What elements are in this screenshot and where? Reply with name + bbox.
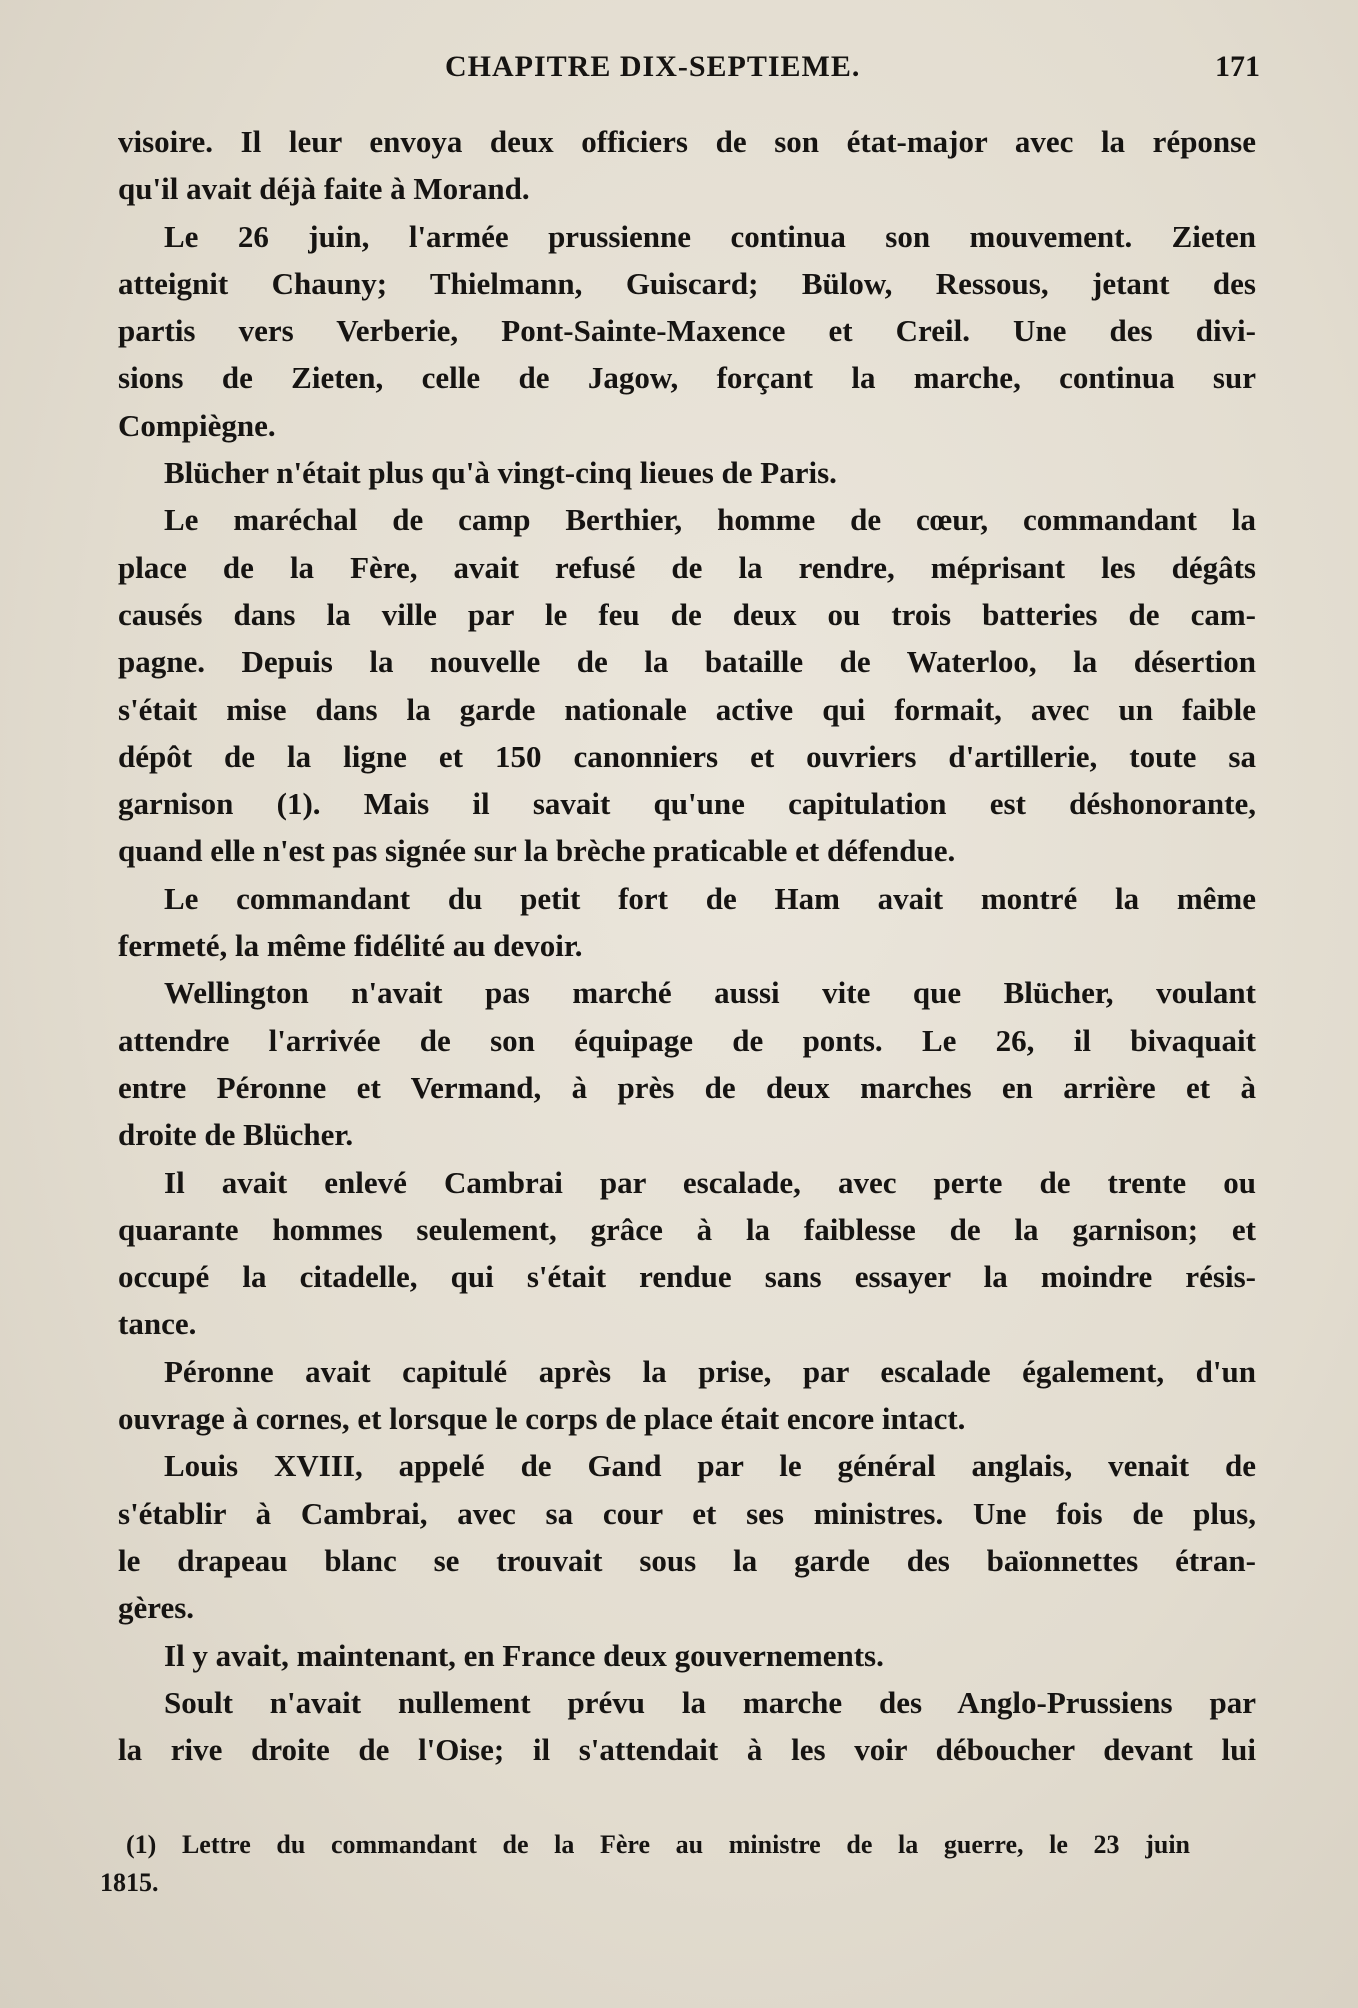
- text-line: Compiègne.: [118, 407, 276, 443]
- text-line: qu'il avait déjà faite à Morand.: [118, 171, 530, 207]
- text-line: place de la Fère, avait refusé de la rendre, méprisant les dégâts: [118, 549, 1256, 585]
- text-line: occupé la citadelle, qui s'était rendue sans essayer la moindre résis-: [118, 1259, 1256, 1295]
- text-line: Blücher n'était plus qu'à vingt-cinq lieues de Paris.: [164, 455, 837, 491]
- text-line: Le commandant du petit fort de Ham avait montré la même: [164, 880, 1256, 916]
- text-line: partis vers Verberie, Pont-Sainte-Maxence et Creil. Une des divi-: [118, 313, 1256, 349]
- text-line: Le maréchal de camp Berthier, homme de cœur, commandant la: [164, 502, 1256, 538]
- footnote-line: (1) Lettre du commandant de la Fère au ministre de la guerre, le 23 juin: [126, 1830, 1190, 1859]
- text-line: pagne. Depuis la nouvelle de la bataille de Waterloo, la désertion: [118, 644, 1256, 680]
- text-line: Soult n'avait nullement prévu la marche des Anglo-Prussiens par: [164, 1684, 1256, 1720]
- text-line: sions de Zieten, celle de Jagow, forçant la marche, continua sur: [118, 360, 1256, 396]
- text-line: gères.: [118, 1590, 195, 1626]
- page-number: 171: [1215, 50, 1260, 83]
- text-line: Il avait enlevé Cambrai par escalade, avec perte de trente ou: [164, 1164, 1256, 1200]
- text-line: s'était mise dans la garde nationale active qui formait, avec un faible: [118, 691, 1256, 727]
- text-line: ouvrage à cornes, et lorsque le corps de place était encore intact.: [118, 1401, 966, 1437]
- text-line: Le 26 juin, l'armée prussienne continua son mouvement. Zieten: [164, 218, 1256, 254]
- text-line: Péronne avait capitulé après la prise, par escalade également, d'un: [164, 1353, 1256, 1389]
- text-line: visoire. Il leur envoya deux officiers de son état-major avec la réponse: [118, 124, 1256, 159]
- text-line: entre Péronne et Vermand, à près de deux marches en arrière et à: [118, 1069, 1256, 1105]
- text-line: le drapeau blanc se trouvait sous la garde des baïonnettes étran-: [118, 1542, 1256, 1578]
- text-line: causés dans la ville par le feu de deux ou trois batteries de cam-: [118, 596, 1256, 632]
- body-text: [118, 118, 1256, 1773]
- chapter-title: CHAPITRE DIX-SEPTIEME.: [445, 50, 861, 83]
- text-line: tance.: [118, 1306, 197, 1342]
- text-line: s'établir à Cambrai, avec sa cour et ses ministres. Une fois de plus,: [118, 1495, 1256, 1531]
- text-line: droite de Blücher.: [118, 1117, 354, 1153]
- footnote-line: 1815.: [100, 1868, 159, 1897]
- text-line: la rive droite de l'Oise; il s'attendait à les voir déboucher devant lui: [118, 1732, 1256, 1768]
- text-line: Il y avait, maintenant, en France deux gouvernements.: [164, 1637, 884, 1673]
- text-line: quarante hommes seulement, grâce à la faiblesse de la garnison; et: [118, 1211, 1256, 1247]
- text-line: Louis XVIII, appelé de Gand par le général anglais, venait de: [164, 1448, 1256, 1484]
- text-line: atteignit Chauny; Thielmann, Guiscard; Bülow, Ressous, jetant des: [118, 265, 1256, 301]
- text-line: dépôt de la ligne et 150 canonniers et ouvriers d'artillerie, toute sa: [118, 738, 1256, 774]
- text-line: quand elle n'est pas signée sur la brèche praticable et défendue.: [118, 833, 956, 869]
- text-line: attendre l'arrivée de son équipage de ponts. Le 26, il bivaquait: [118, 1022, 1256, 1058]
- text-line: Wellington n'avait pas marché aussi vite que Blücher, voulant: [164, 975, 1256, 1011]
- footnote: [100, 1826, 1190, 1902]
- running-header: [445, 50, 1260, 94]
- text-line: fermeté, la même fidélité au devoir.: [118, 928, 583, 964]
- text-line: garnison (1). Mais il savait qu'une capitulation est déshonorante,: [118, 786, 1256, 822]
